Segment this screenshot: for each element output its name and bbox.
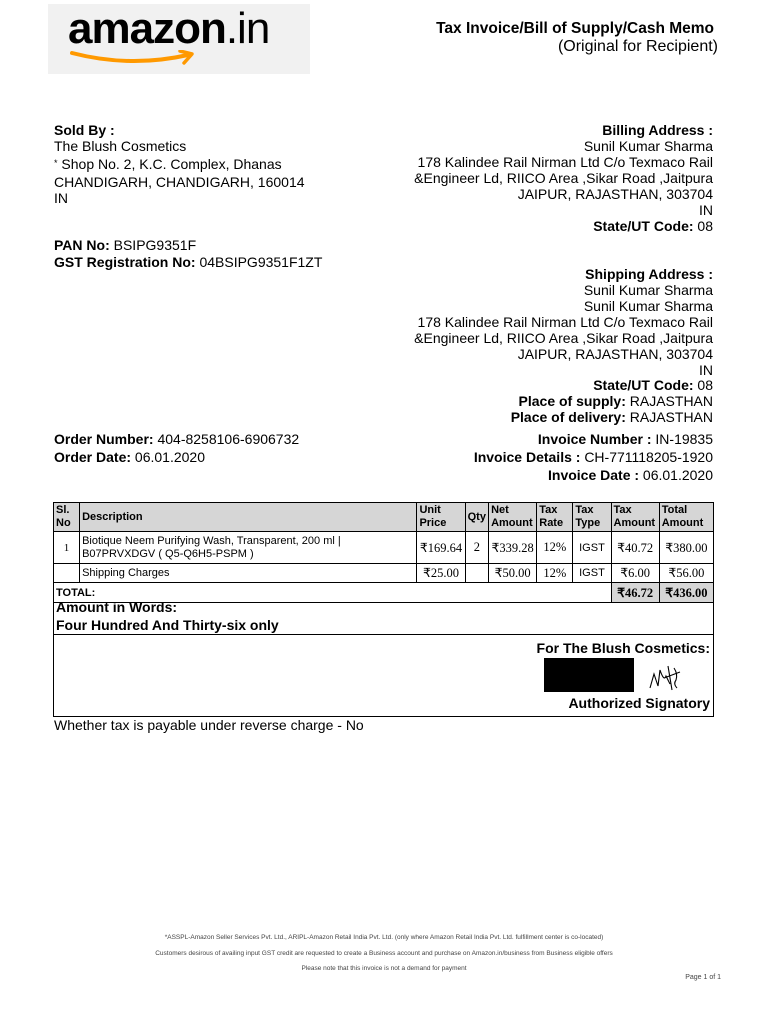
seller-name: The Blush Cosmetics <box>54 138 187 154</box>
row2-tax-amount: ₹6.00 <box>611 564 659 583</box>
shipping-country: IN <box>699 362 713 378</box>
billing-name: Sunil Kumar Sharma <box>583 138 713 154</box>
reverse-charge-note: Whether tax is payable under reverse charge - No <box>54 717 364 733</box>
items-table <box>53 502 714 603</box>
invoice-details-value: CH-771118205-1920 <box>584 449 713 465</box>
total-amount: ₹436.00 <box>659 583 713 603</box>
billing-address-2: &Engineer Ld, RIICO Area ,Sikar Road ,Jaitpura <box>414 170 713 186</box>
seller-address-1-text: Shop No. 2, K.C. Complex, Dhanas <box>61 156 282 172</box>
shipping-name-2: Sunil Kumar Sharma <box>583 298 713 314</box>
smile-arrow-icon <box>70 50 200 66</box>
footer-line-2: Customers desirous of availing input GST credit are requested to create a Business account and purchase on Amazon.in/business from Business eligible offers <box>155 950 613 957</box>
billing-state-value: 08 <box>697 218 713 234</box>
seller-country: IN <box>54 190 68 206</box>
amount-in-words-box <box>53 597 714 635</box>
order-date <box>54 449 205 466</box>
billing-state-code <box>593 218 713 235</box>
seller-address-2: CHANDIGARH, CHANDIGARH, 160014 <box>54 174 305 190</box>
row1-description <box>80 532 417 564</box>
col-tax-rate: Tax Rate <box>537 503 573 532</box>
amazon-logo <box>48 4 310 74</box>
order-number-label: Order Number: <box>54 431 154 447</box>
authorized-signatory-label: Authorized Signatory <box>568 695 710 711</box>
invoice-date-value: 06.01.2020 <box>642 467 713 483</box>
order-date-value: 06.01.2020 <box>134 449 205 465</box>
delivery-label: Place of delivery: <box>510 409 626 425</box>
row1-unit-price: ₹169.64 <box>417 532 465 564</box>
supply-value: RAJASTHAN <box>629 393 713 409</box>
delivery-value: RAJASTHAN <box>629 409 713 425</box>
seller-marker: * <box>54 158 58 168</box>
shipping-state-code <box>593 377 713 394</box>
gst-row <box>54 254 322 271</box>
sold-by-label: Sold By : <box>54 122 115 138</box>
row1-desc-line2: B07PRVXDGV ( Q5-Q6H5-PSPM ) <box>82 547 254 560</box>
for-seller-label: For The Blush Cosmetics: <box>536 640 710 656</box>
row2-sl <box>54 564 80 583</box>
col-net-amount: Net Amount <box>489 503 537 532</box>
row2-description: Shipping Charges <box>80 564 417 583</box>
order-number-value: 404-8258106-6906732 <box>157 431 300 447</box>
invoice-title: Tax Invoice/Bill of Supply/Cash Memo <box>436 20 714 37</box>
invoice-date <box>548 467 713 484</box>
billing-country: IN <box>699 202 713 218</box>
col-sl-no: Sl. No <box>54 503 80 532</box>
shipping-state-value: 08 <box>697 377 713 393</box>
row1-sl: 1 <box>54 532 80 564</box>
table-header-row <box>54 503 714 532</box>
row2-tax-type: IGST <box>573 564 611 583</box>
row1-net-amount: ₹339.28 <box>489 532 537 564</box>
shipping-address-1: 178 Kalindee Rail Nirman Ltd C/o Texmaco Rail <box>417 314 713 330</box>
shipping-address-label: Shipping Address : <box>585 266 713 282</box>
invoice-subtitle: (Original for Recipient) <box>557 38 718 55</box>
redacted-block <box>544 658 634 692</box>
row1-qty: 2 <box>465 532 488 564</box>
supply-label: Place of supply: <box>518 393 626 409</box>
col-tax-amount: Tax Amount <box>611 503 659 532</box>
order-date-label: Order Date: <box>54 449 132 465</box>
invoice-details <box>474 449 713 466</box>
logo-brand: amazon <box>68 4 226 53</box>
logo-wordmark <box>68 4 269 54</box>
billing-address-1: 178 Kalindee Rail Nirman Ltd C/o Texmaco Rail <box>417 154 713 170</box>
invoice-number <box>538 431 713 448</box>
footer-line-1: *ASSPL-Amazon Seller Services Pvt. Ltd., ARIPL-Amazon Retail India Pvt. Ltd. (only where Amazon Retail India Pvt. Ltd. fulfillment center is co-located) <box>164 934 604 941</box>
row2-tax-rate: 12% <box>537 564 573 583</box>
row1-tax-type: IGST <box>573 532 611 564</box>
row2-net-amount: ₹50.00 <box>489 564 537 583</box>
col-total-amount: Total Amount <box>659 503 713 532</box>
row2-unit-price: ₹25.00 <box>417 564 465 583</box>
col-description: Description <box>80 503 417 532</box>
billing-state-label: State/UT Code: <box>593 218 694 234</box>
logo-suffix: .in <box>225 4 270 53</box>
gst-value: 04BSIPG9351F1ZT <box>199 254 323 270</box>
row2-total-amount: ₹56.00 <box>659 564 713 583</box>
invoice-details-label: Invoice Details : <box>473 449 581 465</box>
col-qty: Qty <box>465 503 488 532</box>
order-number <box>54 431 299 448</box>
place-of-delivery <box>511 409 713 426</box>
pan-label: PAN No: <box>54 237 110 253</box>
row2-qty <box>465 564 488 583</box>
gst-label: GST Registration No: <box>54 254 196 270</box>
seller-address-1 <box>54 156 282 173</box>
invoice-date-label: Invoice Date : <box>548 467 640 483</box>
col-unit-price: Unit Price <box>417 503 465 532</box>
table-row <box>54 564 714 583</box>
page-indicator: Page 1 of 1 <box>685 974 721 981</box>
shipping-address-3: JAIPUR, RAJASTHAN, 303704 <box>517 346 713 362</box>
signature-scribble-icon <box>646 660 682 694</box>
pan-row <box>54 237 196 254</box>
shipping-state-label: State/UT Code: <box>593 377 694 393</box>
invoice-number-label: Invoice Number : <box>537 431 652 447</box>
row1-total-amount: ₹380.00 <box>659 532 713 564</box>
row1-desc-line1: Biotique Neem Purifying Wash, Transparent, 200 ml | <box>82 534 341 547</box>
row1-tax-amount: ₹40.72 <box>611 532 659 564</box>
shipping-name-1: Sunil Kumar Sharma <box>583 282 713 298</box>
table-row <box>54 532 714 564</box>
pan-value: BSIPG9351F <box>113 237 197 253</box>
total-tax-amount: ₹46.72 <box>611 583 659 603</box>
place-of-supply <box>519 393 713 410</box>
billing-address-label: Billing Address : <box>602 122 713 138</box>
col-tax-type: Tax Type <box>573 503 611 532</box>
total-label: TOTAL: <box>54 583 612 603</box>
invoice-number-value: IN-19835 <box>655 431 713 447</box>
amount-in-words-label: Amount in Words: <box>56 599 178 615</box>
footer-line-3: Please note that this invoice is not a demand for payment <box>301 965 467 972</box>
row1-tax-rate: 12% <box>537 532 573 564</box>
amount-in-words-value: Four Hundred And Thirty-six only <box>56 617 279 633</box>
shipping-address-2: &Engineer Ld, RIICO Area ,Sikar Road ,Jaitpura <box>414 330 713 346</box>
billing-address-3: JAIPUR, RAJASTHAN, 303704 <box>517 186 713 202</box>
